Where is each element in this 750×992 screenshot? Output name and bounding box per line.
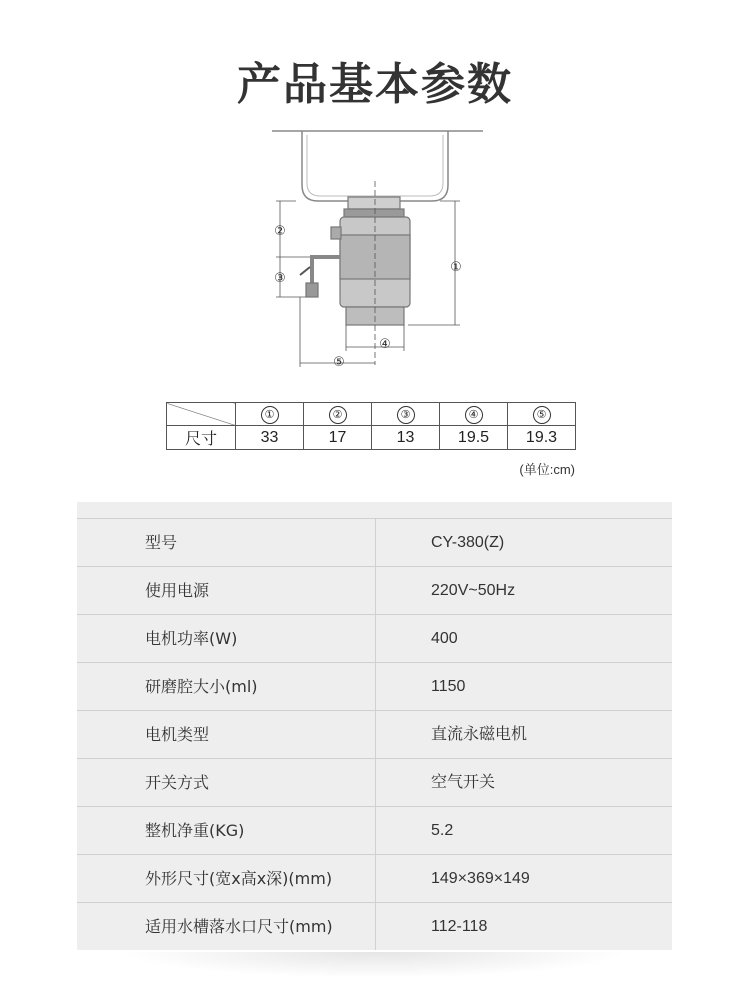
spec-label: 使用电源	[145, 581, 210, 600]
marker-1: ①	[450, 260, 462, 275]
dim-row-label: 尺寸	[167, 426, 236, 450]
dim-header-4: ④	[465, 406, 483, 424]
dim-value-4: 19.5	[440, 426, 508, 450]
spec-label: 型号	[145, 533, 178, 552]
spec-value: 5.2	[431, 822, 454, 839]
spec-row	[77, 855, 672, 903]
bottom-shadow	[120, 952, 630, 978]
dim-value-1: 33	[236, 426, 304, 450]
spec-row	[77, 807, 672, 855]
spec-row	[77, 711, 672, 759]
spec-label: 电机类型	[145, 725, 210, 744]
spec-value: CY-380(Z)	[431, 534, 505, 551]
garbage-disposer-dimension-diagram	[240, 125, 510, 375]
spec-value: 220V~50Hz	[431, 582, 516, 599]
spec-value: 空气开关	[431, 774, 496, 791]
dim-value-3: 13	[372, 426, 440, 450]
spec-row	[77, 615, 672, 663]
dim-header-5: ⑤	[533, 406, 551, 424]
marker-4: ④	[379, 337, 391, 352]
spec-row	[77, 759, 672, 807]
dimension-value-row	[167, 426, 576, 450]
spec-value: 149×369×149	[431, 870, 530, 887]
spec-row	[77, 519, 672, 567]
spec-row	[77, 663, 672, 711]
spec-value: 112-118	[431, 918, 488, 935]
dim-value-2: 17	[304, 426, 372, 450]
disposer-illustration	[300, 197, 410, 325]
spec-value: 直流永磁电机	[431, 726, 528, 743]
dim-value-5: 19.3	[508, 426, 576, 450]
marker-2: ②	[274, 224, 286, 239]
spec-label: 适用水槽落水口尺寸(mm)	[145, 917, 333, 936]
dimension-header-row	[167, 403, 576, 426]
marker-3: ③	[274, 271, 286, 286]
spec-label: 外形尺寸(宽x高x深)(mm)	[145, 869, 333, 888]
spec-row	[77, 567, 672, 615]
dim-header-1: ①	[261, 406, 279, 424]
spec-label: 电机功率(W)	[145, 629, 238, 648]
spec-label: 整机净重(KG)	[145, 821, 245, 840]
table-corner-cell	[167, 403, 236, 426]
spec-label: 开关方式	[145, 773, 210, 792]
spec-label: 研磨腔大小(ml)	[145, 677, 258, 696]
marker-5: ⑤	[333, 355, 345, 370]
dim-header-3: ③	[397, 406, 415, 424]
spec-table	[77, 502, 672, 950]
dim-header-2: ②	[329, 406, 347, 424]
sink-illustration	[272, 131, 483, 201]
spec-value: 1150	[431, 678, 466, 695]
spec-value: 400	[431, 630, 458, 647]
spec-row	[77, 903, 672, 950]
unit-note: (单位:cm)	[519, 462, 575, 477]
dimension-table	[166, 402, 576, 450]
page-title: 产品基本参数	[237, 59, 513, 110]
